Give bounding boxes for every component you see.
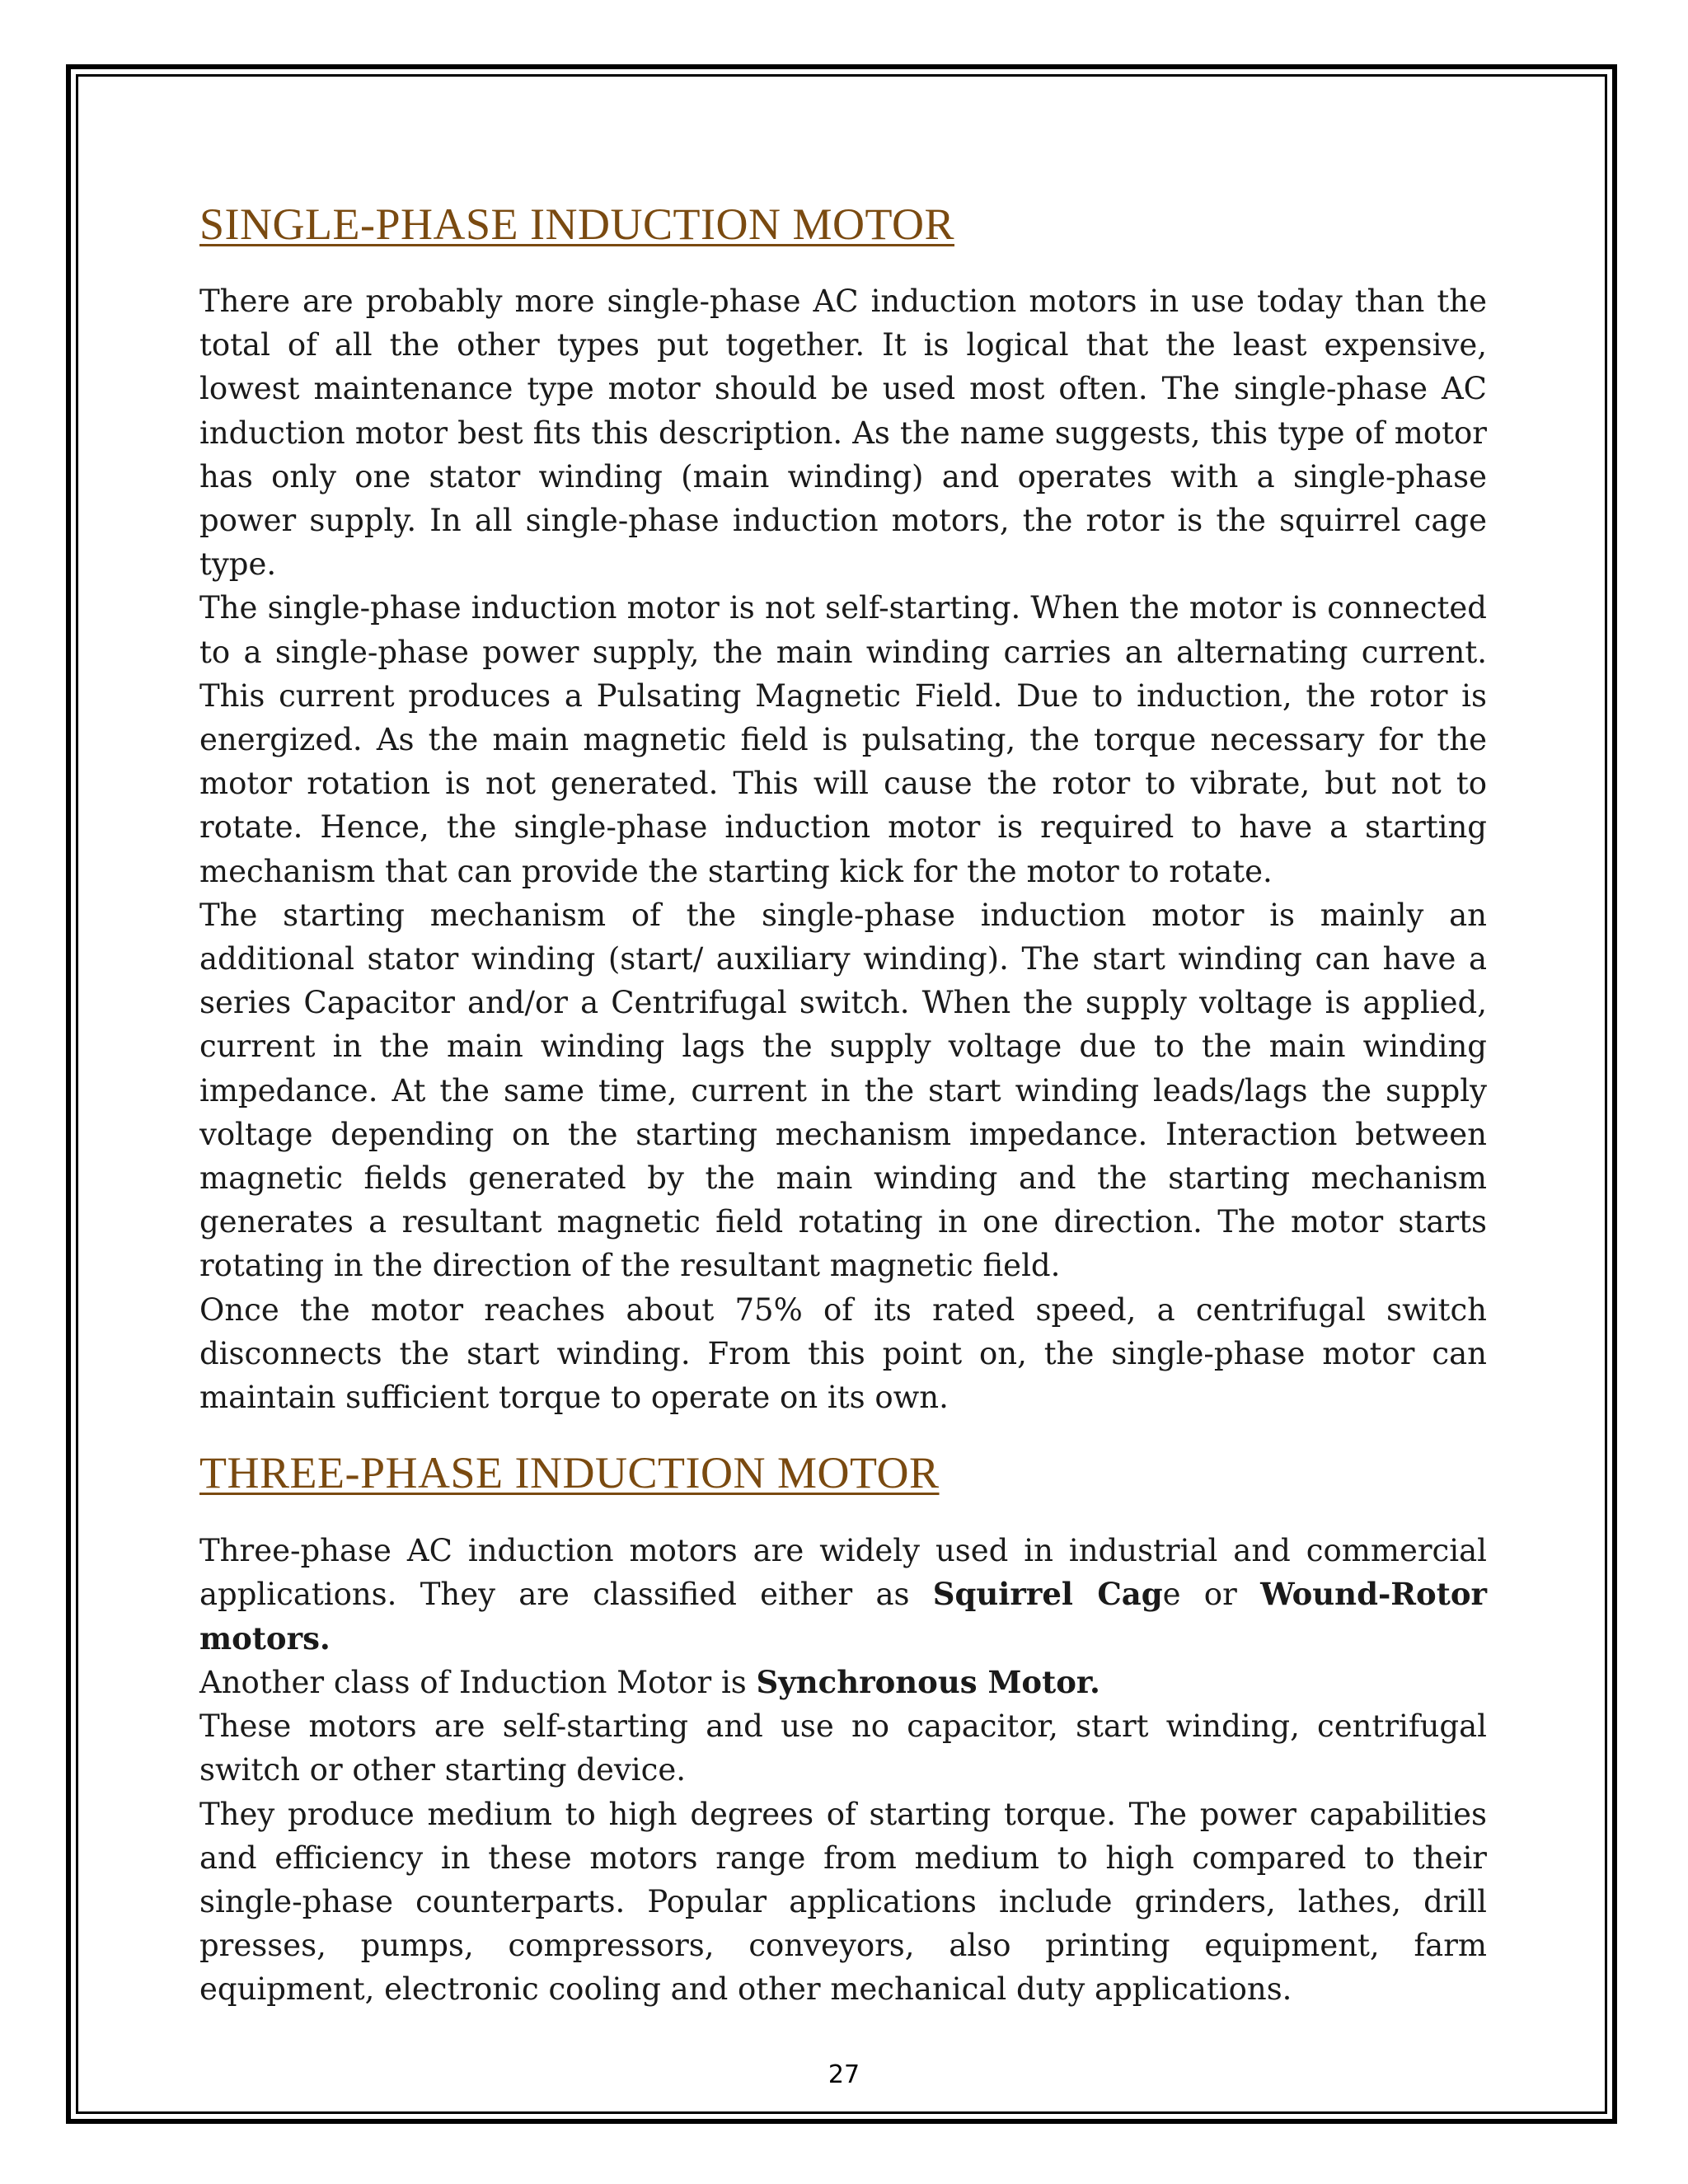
section-heading-three-phase: THREE-PHASE INDUCTION MOTOR <box>199 1448 940 1498</box>
page-number: 27 <box>828 2060 860 2089</box>
section-heading-single-phase: SINGLE-PHASE INDUCTION MOTOR <box>199 199 954 249</box>
paragraph-text: Another class of Induction Motor is <box>199 1664 757 1700</box>
paragraph-text: Three-phase AC induction motors are widely used in industrial and commercial applications. They are classified either as <box>199 1533 1487 1613</box>
paragraph <box>199 1661 1487 1704</box>
paragraph: These motors are self-starting and use no capacitor, start winding, centrifugal switch or other starting device. <box>199 1708 1487 1788</box>
paragraph: There are probably more single-phase AC induction motors in use today than the total of all the other types put together. It is logical that the least expensive, lowest maintenance type motor should be used most often. The single-phase AC induction motor best fits this description. As the name suggests, this type of motor has only one stator winding (main winding) and operates with a single-phase power supply. In all single-phase induction motors, the rotor is the squirrel cage type. <box>199 284 1487 583</box>
paragraph: Once the motor reaches about 75% of its rated speed, a centrifugal switch disconnects the start winding. From this point on, the single-phase motor can maintain sufficient torque to operate on its own. <box>199 1291 1487 1416</box>
paragraph: They produce medium to high degrees of starting torque. The power capabilities and efficiency in these motors range from medium to high compared to their single-phase counterparts. Popular applications include grinders, lathes, drill presses, pumps, compressors, conveyors, also printing equipment, farm equipment, electronic cooling and other mechanical duty applications. <box>199 1796 1487 2008</box>
bold-term-squirrel-cage: Squirrel Cag <box>932 1576 1163 1613</box>
page-content <box>199 191 1487 2012</box>
paragraph-text: e <box>1162 1577 1181 1613</box>
bold-term-wound-rotor: Wound-Rotor motors. <box>199 1576 1487 1657</box>
paragraph-text: or <box>1180 1577 1261 1613</box>
paragraph: The single-phase induction motor is not self-starting. When the motor is connected to a single-phase power supply, the main winding carries an alternating current. This current produces a Pulsating Magnetic Field. Due to induction, the rotor is energized. As the main magnetic field is pulsating, the torque necessary for the motor rotation is not generated. This will cause the rotor to vibrate, but not to rotate. Hence, the single-phase induction motor is required to have a starting mechanism that can provide the starting kick for the motor to rotate. <box>199 590 1487 889</box>
paragraph: The starting mechanism of the single-phase induction motor is mainly an additional stator winding (start/ auxiliary winding). The start winding can have a series Capacitor and/or a Centrifugal switch. When the supply voltage is applied, current in the main winding lags the supply voltage due to the main winding impedance. At the same time, current in the start winding leads/lags the supply voltage depending on the starting mechanism impedance. Interaction between magnetic fields generated by the main winding and the starting mechanism generates a resultant magnetic field rotating in one direction. The motor starts rotating in the direction of the resultant magnetic field. <box>199 897 1487 1284</box>
paragraph <box>199 1529 1487 1661</box>
bold-term-synchronous: Synchronous Motor. <box>756 1663 1100 1700</box>
